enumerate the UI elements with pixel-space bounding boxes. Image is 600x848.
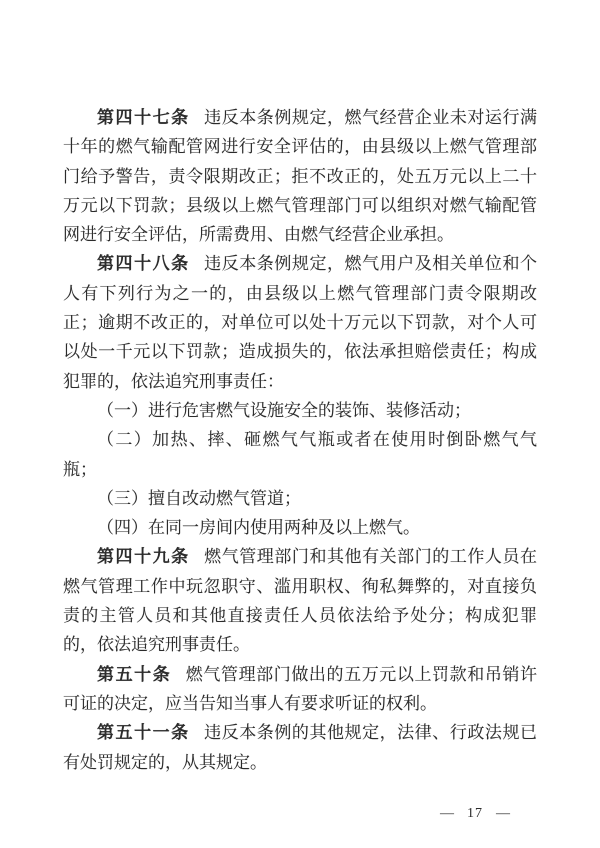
article-paragraph bbox=[63, 542, 537, 659]
article-number: 第五十条 bbox=[97, 664, 172, 684]
list-item: （四）在同一房间内使用两种及以上燃气。 bbox=[97, 518, 420, 538]
article-number: 第四十七条 bbox=[97, 108, 190, 127]
page-number-value: 17 bbox=[467, 806, 483, 821]
list-item: （三）擅自改动燃气管道； bbox=[97, 488, 301, 508]
article-paragraph bbox=[63, 249, 537, 395]
article-number: 第四十八条 bbox=[97, 254, 190, 274]
article-text: 燃气管理部门做出的五万元以上罚款和吊销许可证的决定，应当告知当事人有要求听证的权利。 bbox=[63, 664, 537, 713]
article-text: 违反本条例规定，燃气经营企业未对运行满十年的燃气输配管网进行安全评估的，由县级以上燃气管理部门给予警告，责令限期改正；拒不改正的，处五万元以上二十万元以下罚款；县级以上燃气管理部门可以组织对燃气输配管网进行安全评估，所需费用、由燃气经营企业承担。 bbox=[63, 108, 538, 245]
article-paragraph bbox=[63, 660, 537, 719]
list-item: （二）加热、摔、砸燃气气瓶或者在使用时倒卧燃气气瓶； bbox=[63, 430, 537, 479]
article-number: 第四十九条 bbox=[97, 547, 190, 567]
article-number: 第五十一条 bbox=[97, 723, 190, 743]
page-number-dash-right: — bbox=[496, 806, 510, 821]
article-paragraph bbox=[63, 718, 537, 777]
article-text: 燃气管理部门和其他有关部门的工作人员在燃气管理工作中玩忽职守、滥用职权、徇私舞弊的，对直接负责的主管人员和其他直接责任人员依法给予处分；构成犯罪的，依法追究刑事责任。 bbox=[63, 547, 538, 655]
document-body bbox=[63, 103, 537, 777]
list-item: （一）进行危害燃气设施安全的装饰、装修活动； bbox=[97, 400, 471, 420]
article-paragraph bbox=[63, 103, 537, 249]
page-number bbox=[440, 806, 510, 822]
article-text: 违反本条例规定，燃气用户及相关单位和个人有下列行为之一的，由县级以上燃气管理部门责令限期改正；逾期不改正的，对单位可以处十万元以下罚款，对个人可以处一千元以下罚款；造成损失的，依法承担赔偿责任；构成犯罪的，依法追究刑事责任： bbox=[63, 254, 538, 391]
page-number-dash-left: — bbox=[440, 806, 454, 821]
article-text: 违反本条例的其他规定，法律、行政法规已有处罚规定的，从其规定。 bbox=[63, 723, 538, 772]
